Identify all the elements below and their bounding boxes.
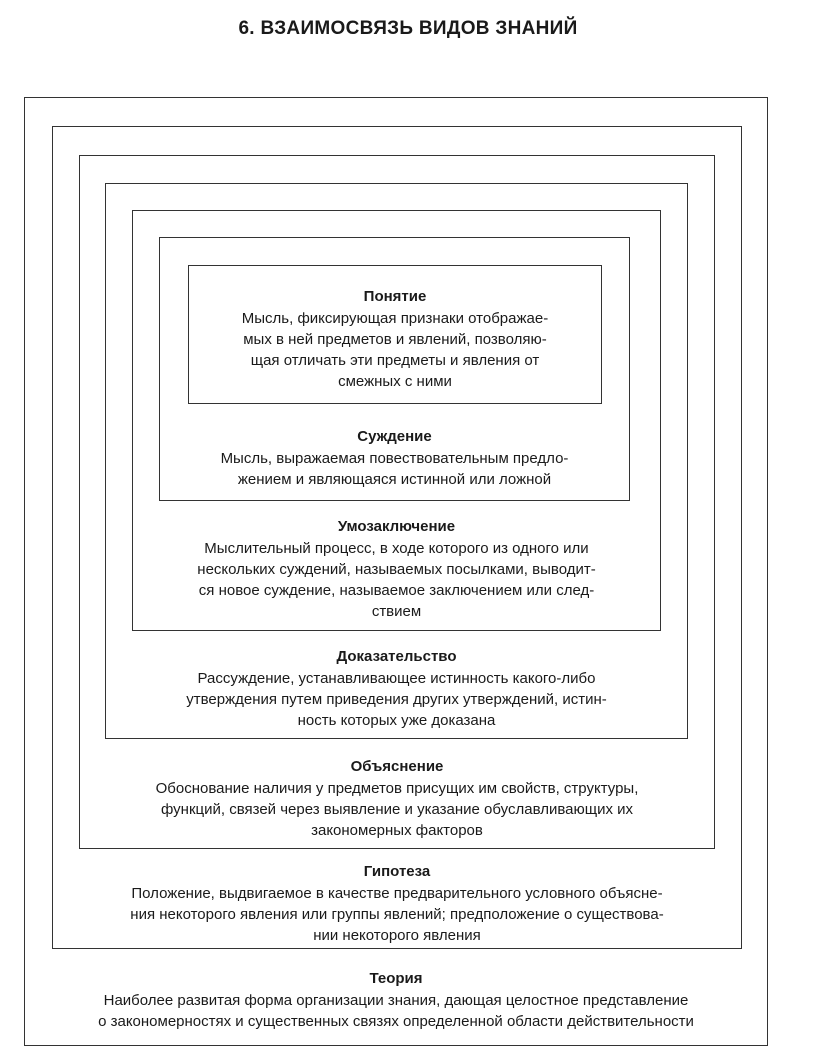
diagram-title: 6. ВЗАИМОСВЯЗЬ ВИДОВ ЗНАНИЙ [238, 18, 578, 39]
section-umozaklyuchenie [132, 516, 661, 622]
section-text-line: ся новое суждение, называемое заключением или след- [198, 582, 595, 599]
section-text-line: Положение, выдвигаемое в качестве предварительного условного объясне- [131, 885, 663, 902]
section-text-line: ность которых уже доказана [297, 712, 496, 729]
section-suzhdenie [159, 426, 630, 490]
section-text-line: ствием [371, 603, 422, 620]
section-title: Суждение [357, 428, 432, 445]
section-text-line: Мысль, фиксирующая признаки отображае- [241, 310, 549, 327]
section-text-line: закономерных факторов [311, 822, 483, 839]
section-text-line: утверждения путем приведения других утверждений, истин- [186, 691, 607, 708]
section-text-line: Мысль, выражаемая повествовательным предло- [220, 450, 569, 467]
section-text-line: Наиболее развитая форма организации знания, дающая целостное представление [103, 992, 689, 1009]
section-obyasnenie [79, 756, 715, 841]
section-text-line: Мыслительный процесс, в ходе которого из одного или [204, 540, 589, 557]
section-title: Понятие [363, 288, 427, 305]
section-text-line: жением и являющаяся истинной или ложной [237, 471, 552, 488]
section-text-line: Рассуждение, устанавливающее истинность какого-либо [197, 670, 596, 687]
section-ponyatie [188, 286, 602, 392]
section-text-line: о закономерностях и существенных связях определенной области действительности [98, 1013, 694, 1030]
section-title: Теория [369, 970, 423, 987]
section-text-line: щая отличать эти предметы и явления от [250, 352, 540, 369]
section-gipoteza [52, 861, 742, 946]
section-text-line: нескольких суждений, называемых посылками, выводит- [197, 561, 596, 578]
section-text-line: Обоснование наличия у предметов присущих им свойств, структуры, [155, 780, 639, 797]
section-text-line: смежных с ними [338, 373, 452, 390]
section-title: Гипотеза [363, 863, 431, 880]
section-text-line: нии некоторого явления [313, 927, 481, 944]
section-title: Умозаключение [337, 518, 456, 535]
section-title: Объяснение [350, 758, 444, 775]
section-dokazatelstvo [105, 646, 688, 731]
section-teoriya [24, 968, 768, 1032]
section-text-line: ния некоторого явления или группы явлений; предположение о существова- [130, 906, 664, 923]
section-title: Доказательство [336, 648, 457, 665]
section-text-line: мых в ней предметов и явлений, позволяю- [243, 331, 547, 348]
section-text-line: функций, связей через выявление и указание обуславливающих их [161, 801, 633, 818]
